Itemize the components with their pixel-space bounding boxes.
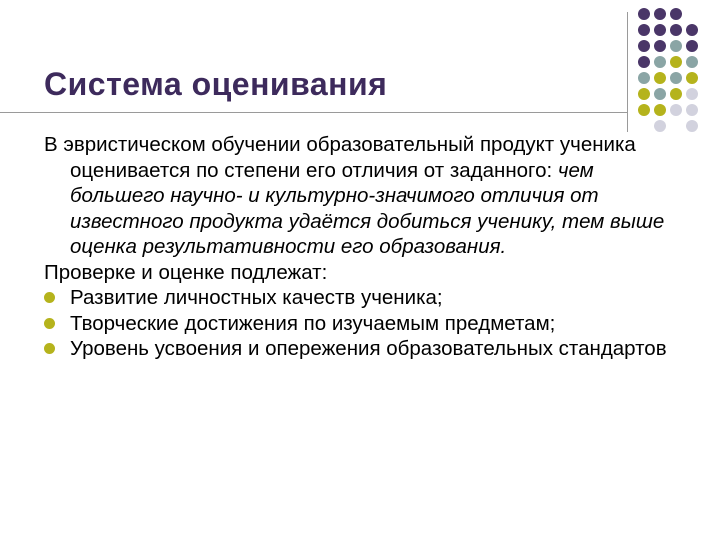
decorative-dot (638, 24, 650, 36)
bullet-item (44, 336, 684, 362)
bullet-text: Творческие достижения по изучаемым предметам; (70, 311, 556, 335)
decorative-dot (670, 24, 682, 36)
bullet-dot-icon (44, 292, 55, 303)
decorative-dot (654, 56, 666, 68)
decorative-dot (654, 88, 666, 100)
decorative-dot (638, 120, 650, 132)
paragraph-assessment-intro: Проверке и оценке подлежат: (44, 260, 328, 284)
decorative-dot (686, 8, 698, 20)
decorative-dot (686, 40, 698, 52)
decorative-dot (638, 104, 650, 116)
decorative-dot (670, 8, 682, 20)
bullet-item (44, 285, 684, 311)
decorative-dot-grid (638, 8, 698, 132)
paragraph-heuristic-learning (44, 132, 684, 260)
decorative-dot (638, 56, 650, 68)
decorative-dot (686, 56, 698, 68)
decorative-dot (670, 40, 682, 52)
decorative-dot (654, 104, 666, 116)
decorative-dot (686, 88, 698, 100)
decorative-dot (670, 72, 682, 84)
decorative-dot (654, 8, 666, 20)
decorative-dot (686, 104, 698, 116)
decorative-dot (638, 40, 650, 52)
slide-body (44, 132, 684, 362)
decorative-dot (654, 24, 666, 36)
bullet-text: Уровень усвоения и опережения образовательных стандартов (70, 337, 667, 360)
decorative-dot (670, 120, 682, 132)
decorative-dot (670, 104, 682, 116)
decorative-dot (638, 8, 650, 20)
bullet-text: Развитие личностных качеств ученика; (70, 286, 443, 309)
decorative-dot (654, 40, 666, 52)
slide-title: Система оценивания (44, 66, 388, 102)
bullet-dot-icon (44, 343, 55, 354)
decorative-dot (654, 120, 666, 132)
paragraph-italic-text: чем большего научно- и культурно-значимого отличия от известного продукта удаётся добиться ученику, тем выше оценка результативности его образования. (70, 158, 665, 258)
decorative-dot (638, 88, 650, 100)
decorative-dot (670, 88, 682, 100)
title-underline-rule (0, 112, 628, 113)
decorative-dot (686, 120, 698, 132)
bullet-dot-icon (44, 318, 55, 329)
bullet-item (44, 311, 684, 337)
decorative-dot (686, 24, 698, 36)
decorative-dot (686, 72, 698, 84)
paragraph-plain-text: В эвристическом обучении образовательный продукт ученика оценивается по степени его отличия от заданного: (44, 133, 636, 182)
decorative-dot (654, 72, 666, 84)
decorative-dot (638, 72, 650, 84)
decorative-dot (670, 56, 682, 68)
vertical-accent-rule (627, 12, 628, 132)
